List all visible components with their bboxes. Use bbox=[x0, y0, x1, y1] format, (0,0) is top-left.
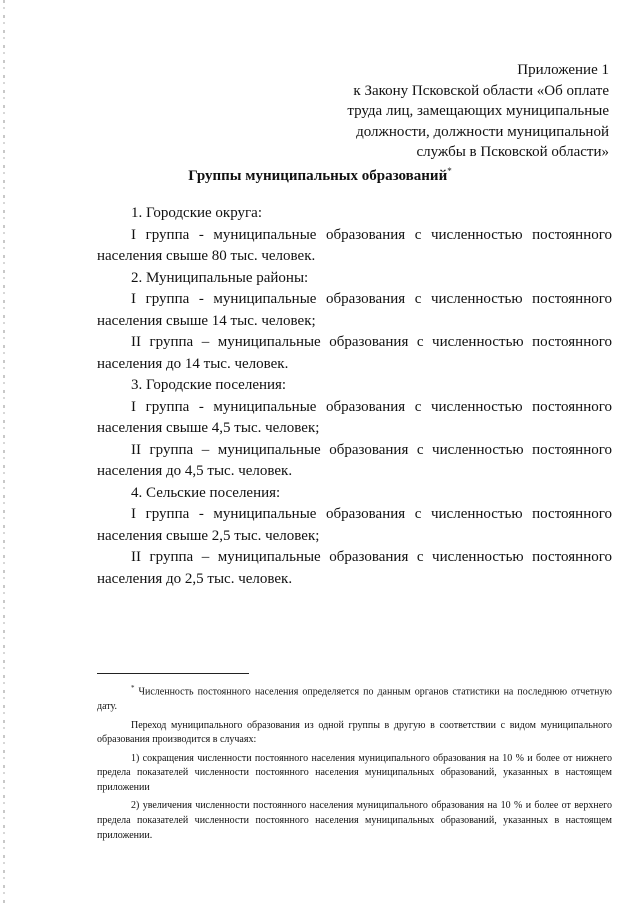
footnote-separator bbox=[97, 673, 249, 674]
group-text-continuation: населения свыше 4,5 тыс. человек; bbox=[97, 420, 320, 436]
scan-edge-artifact bbox=[3, 0, 5, 905]
section-heading: 1. Городские округа: bbox=[131, 205, 263, 221]
document-title bbox=[0, 166, 640, 185]
footnote-case-decrease: 1) сокращения численности постоянного населения муниципального образования на 10 % и более от нижнего предела показателей численности постоянного населения муниципальных образований, указанных в настоящем приложении bbox=[97, 752, 612, 793]
group-text-continuation: населения свыше 14 тыс. человек; bbox=[97, 312, 316, 329]
group-text: I группа - муниципальные образования с численностью постоянного bbox=[131, 398, 612, 415]
group-text-continuation: населения до 4,5 тыс. человек. bbox=[97, 463, 293, 479]
group-text: I группа - муниципальные образования с численностью постоянного bbox=[131, 226, 612, 243]
group-text: I группа - муниципальные образования с численностью постоянного bbox=[131, 291, 612, 307]
section-heading: 4. Сельские поселения: bbox=[131, 484, 281, 501]
document-title-text: Группы муниципальных образований bbox=[188, 168, 448, 184]
appendix-line-law: службы в Псковской области» bbox=[416, 144, 609, 160]
footnote-note bbox=[97, 681, 612, 715]
footnotes bbox=[97, 681, 612, 847]
group-text-continuation: населения свыше 2,5 тыс. человек; bbox=[97, 527, 320, 544]
group-text: II группа – муниципальные образования с численностью постоянного bbox=[131, 549, 612, 565]
groups-list bbox=[97, 203, 612, 590]
group-text: II группа – муниципальные образования с численностью постоянного bbox=[131, 334, 612, 350]
appendix-line-law: к Закону Псковской области «Об оплате bbox=[353, 82, 609, 99]
footnote-case-increase: 2) увеличения численности постоянного населения муниципального образования на 10 % и более от верхнего предела показателей численности постоянного населения муниципальных образований, указанных в настоящем приложении. bbox=[97, 800, 612, 841]
section-heading: 2. Муниципальные районы: bbox=[131, 269, 309, 286]
group-text-continuation: населения до 2,5 тыс. человек. bbox=[97, 570, 293, 587]
appendix-line-law: труда лиц, замещающих муниципальные bbox=[347, 103, 609, 119]
appendix-header bbox=[309, 60, 609, 163]
appendix-line-law: должности, должности муниципальной bbox=[356, 123, 609, 140]
group-text-continuation: населения до 14 тыс. человек. bbox=[97, 355, 289, 372]
title-footnote-mark: * bbox=[447, 166, 452, 176]
footnote-mark: * bbox=[131, 684, 135, 692]
group-text: II группа – муниципальные образования с численностью постоянного bbox=[131, 441, 612, 458]
section-heading: 3. Городские поселения: bbox=[131, 377, 287, 393]
group-text: I группа - муниципальные образования с численностью постоянного bbox=[131, 506, 612, 522]
appendix-line-number: Приложение 1 bbox=[517, 62, 609, 78]
footnote-note-text: Численность постоянного населения определяется по данным органов статистики на последнюю отчетную дату. bbox=[97, 686, 612, 712]
footnote-transition: Переход муниципального образования из одной группы в другую в соответствии с видом муниципального образования производится в случаях: bbox=[97, 719, 612, 746]
group-text-continuation: населения свыше 80 тыс. человек. bbox=[97, 248, 316, 264]
